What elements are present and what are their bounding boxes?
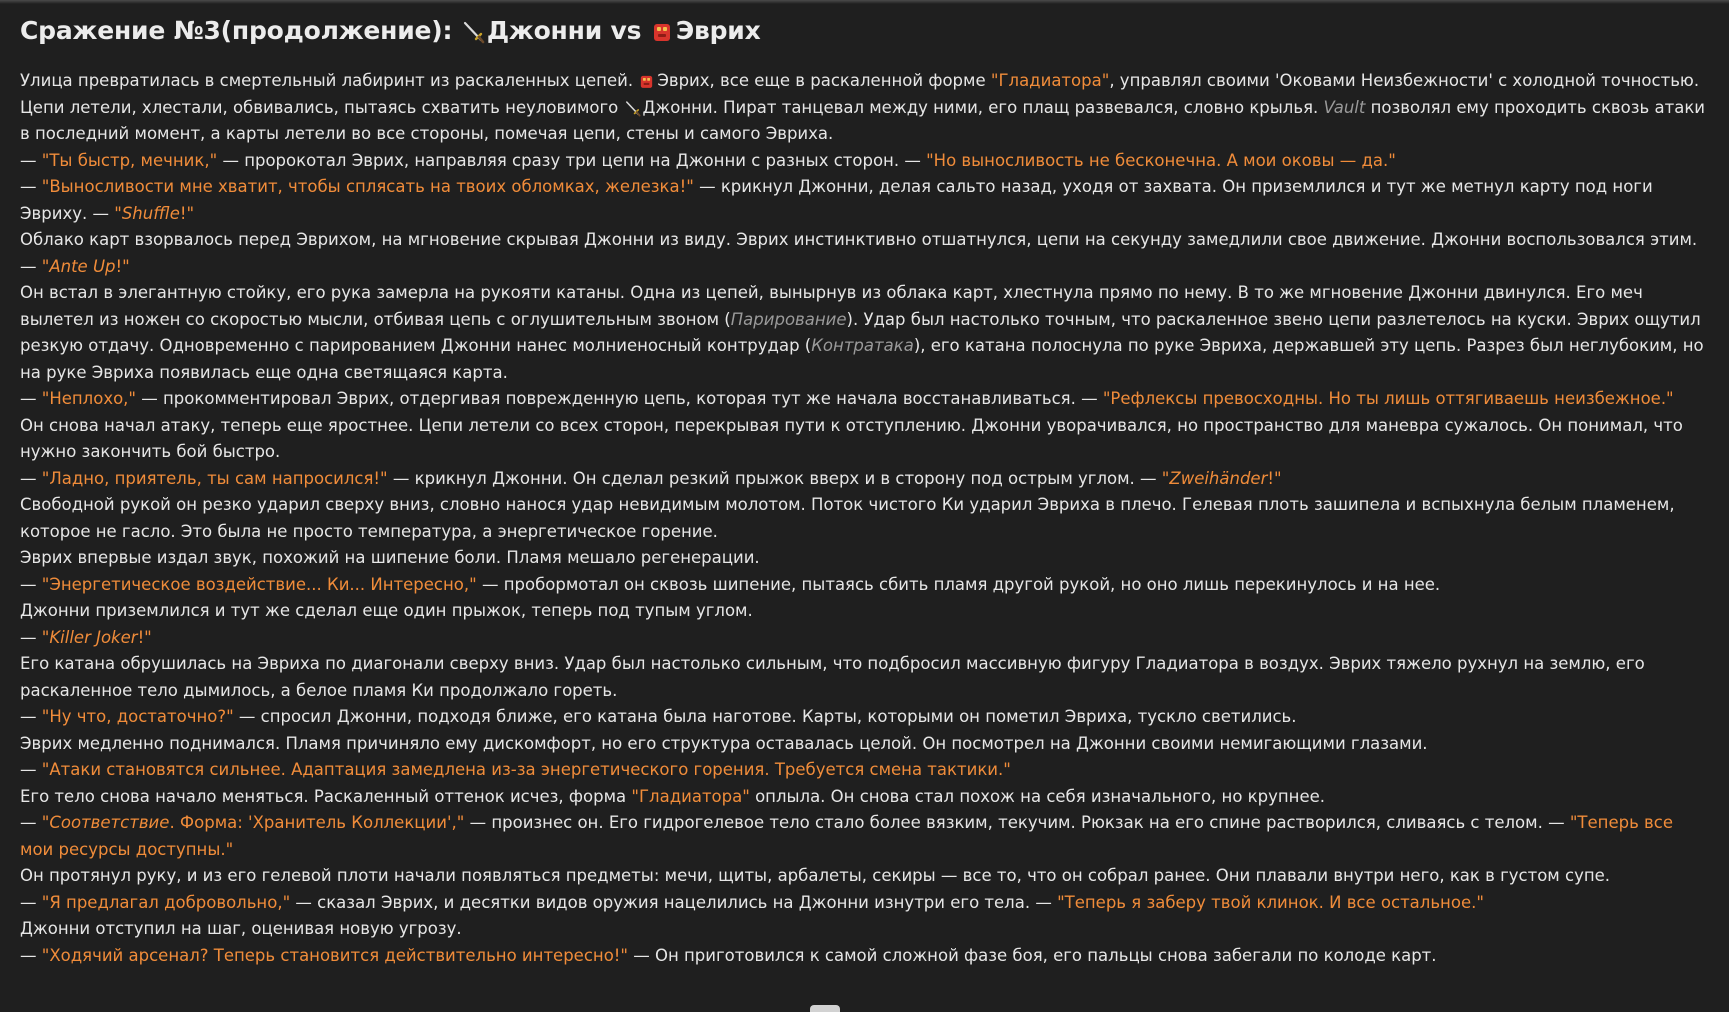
red-armor-emoji-icon [650, 20, 674, 44]
dialogue-line: — "Ante Up!" [20, 256, 130, 276]
dialogue-line: — "Killer Joker!" [20, 627, 152, 647]
dialogue-line: — "Соответствие. Форма: 'Хранитель Коллекции'," — произнес он. Его гидрогелевое тело стало более вязким, текучим. Рюкзак на его спине растворился, сливаясь с телом. — "Теперь все мои ресурсы доступны." [20, 813, 1673, 859]
title-prefix: Сражение №3(продолжение): [20, 16, 461, 45]
dialogue-line: — "Выносливости мне хватит, чтобы сплясать на твоих обломках, железка!" — крикнул Джонни, делая сальто назад, уходя от захвата. Он приземлился и тут же метнул карту под ноги Эвриху. — "Shuffle!" [20, 177, 1653, 223]
clipped-next-heading [810, 1005, 840, 1012]
dialogue-line: — "Я предлагал добровольно," — сказал Эврих, и десятки видов оружия нацелились на Джонни изнутри его тела. — "Теперь я заберу твой клинок. И все остальное." [20, 892, 1484, 912]
paragraph: Джонни отступил на шаг, оценивая новую угрозу. [20, 919, 462, 938]
story-body [20, 68, 1710, 969]
paragraph: Его тело снова начало меняться. Раскаленный оттенок исчез, форма "Гладиатора" оплыла. Он снова стал похож на себя изначального, но крупнее. [20, 786, 1325, 806]
paragraph: Джонни приземлился и тут же сделал еще один прыжок, теперь под тупым углом. [20, 601, 753, 620]
paragraph: Он встал в элегантную стойку, его рука замерла на рукояти катаны. Одна из цепей, вынырнув из облака карт, хлестнула прямо по нему. В то же мгновение Джонни двинулся. Его меч вылетел из ножен со скоростью мысли, отбивая цепь с оглушительным звоном (Парирование). Удар был настолько точным, что раскаленное звено цепи разлетелось на куски. Эврих ощутил резкую отдачу. Одновременно с парированием Джонни нанес молниеносный контрудар (Контратака), его катана полоснула по руке Эвриха, державшей эту цепь. Разрез был неглубоким, но на руке Эвриха появилась еще одна светящаяся карта. [20, 283, 1704, 382]
dialogue-line: — "Ладно, приятель, ты сам напросился!" — крикнул Джонни. Он сделал резкий прыжок вверх и в сторону под острым углом. — "Zweihänder!" [20, 468, 1282, 488]
fighter-one-name: Джонни [486, 16, 603, 45]
page-title [20, 14, 1710, 48]
paragraph: Эврих медленно поднимался. Пламя причиняло ему дискомфорт, но его структура оставалась целой. Он посмотрел на Джонни своими немигающими глазами. [20, 733, 1428, 753]
paragraph: Он снова начал атаку, теперь еще яростнее. Цепи летели со всех сторон, перекрывая пути к отступлению. Джонни уворачивался, но пространство для маневра сужалось. Он понимал, что нужно закончить бой быстро. [20, 415, 1683, 461]
dialogue-line: — "Неплохо," — прокомментировал Эврих, отдергивая поврежденную цепь, которая тут же начала восстанавливаться. — "Рефлексы превосходны. Но ты лишь оттягиваешь неизбежное." [20, 389, 1674, 408]
paragraph: Свободной рукой он резко ударил сверху вниз, словно нанося удар невидимым молотом. Поток чистого Ки ударил Эвриха в плечо. Гелевая плоть зашипела и вспыхнула белым пламенем, которое не гасло. Это была не просто температура, а энергетическое горение. [20, 495, 1675, 541]
paragraph: Его катана обрушилась на Эвриха по диагонали сверху вниз. Удар был настолько сильным, что подбросил массивную фигуру Гладиатора в воздух. Эврих тяжело рухнул на землю, его раскаленное тело дымилось, а белое пламя Ки продолжало гореть. [20, 654, 1645, 700]
dialogue-line: — "Атаки становятся сильнее. Адаптация замедлена из-за энергетического горения. Требуется смена тактики." [20, 760, 1011, 779]
fighter-two-name: Эврих [675, 16, 761, 45]
katana-emoji-icon [624, 100, 641, 117]
red-armor-emoji-icon [638, 73, 655, 90]
paragraph: Эврих впервые издал звук, похожий на шипение боли. Пламя мешало регенерации. [20, 548, 760, 567]
katana-emoji-icon [461, 20, 485, 44]
versus-label: vs [602, 16, 650, 45]
paragraph: Он протянул руку, и из его гелевой плоти начали появляться предметы: мечи, щиты, арбалеты, секиры — все то, что он собрал ранее. Они плавали внутри него, как в густом супе. [20, 866, 1611, 885]
paragraph: Улица превратилась в смертельный лабиринт из раскаленных цепей. Эврих, все еще в раскаленной форме "Гладиатора", управлял своими 'Оковами Неизбежности' с холодной точностью. Цепи летели, хлестали, обвивались, пытаясь схватить неуловимого Джонни. Пират танцевал между ними, его плащ развевался, словно крылья. Vault позволял ему проходить сквозь атаки в последний момент, а карты летели во все стороны, помечая цепи, стены и самого Эвриха. [20, 71, 1706, 143]
dialogue-line: — "Энергетическое воздействие... Ки... Интересно," — пробормотал он сквозь шипение, пытаясь сбить пламя другой рукой, но оно лишь перекинулось и на нее. [20, 574, 1441, 594]
story-content [20, 0, 1710, 969]
dialogue-line: — "Ты быстр, мечник," — пророкотал Эврих, направляя сразу три цепи на Джонни с разных сторон. — "Но выносливость не бесконечна. А мои оковы — да." [20, 150, 1396, 170]
dialogue-line: — "Ходячий арсенал? Теперь становится действительно интересно!" — Он приготовился к самой сложной фазе боя, его пальцы снова забегали по колоде карт. [20, 945, 1437, 965]
paragraph: Облако карт взорвалось перед Эврихом, на мгновение скрывая Джонни из виду. Эврих инстинктивно отшатнулся, цепи на секунду замедлили свое движение. Джонни воспользовался этим. [20, 230, 1698, 249]
dialogue-line: — "Ну что, достаточно?" — спросил Джонни, подходя ближе, его катана была наготове. Карты, которыми он пометил Эвриха, тускло светились. [20, 707, 1297, 726]
